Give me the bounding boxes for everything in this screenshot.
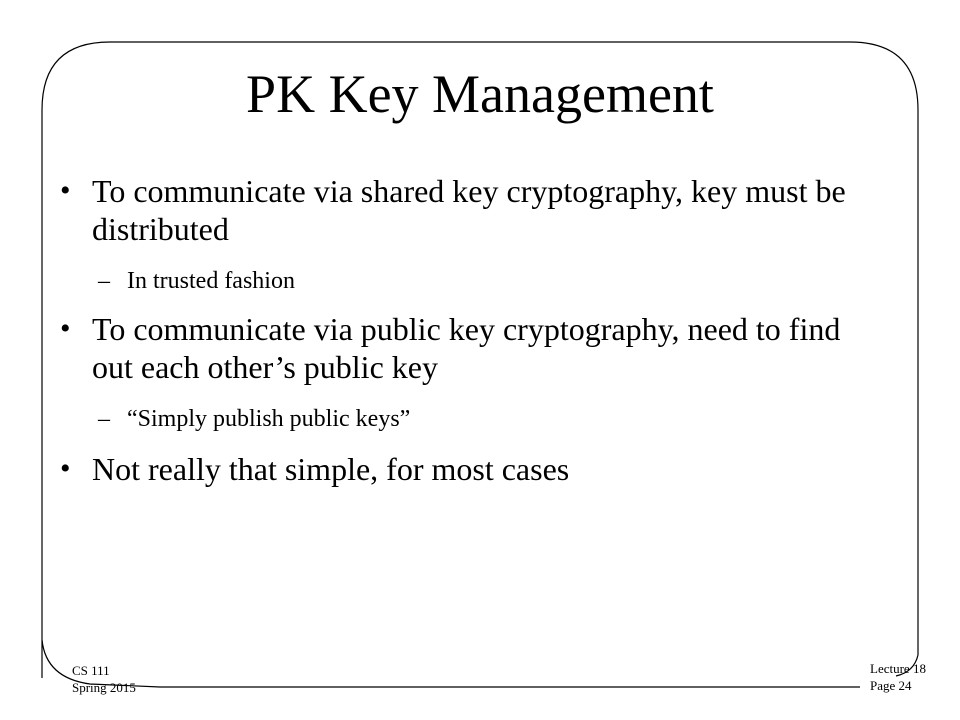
page-number: Page 24 bbox=[870, 678, 912, 693]
bullet-icon: • bbox=[60, 312, 71, 345]
sub-bullet-item bbox=[60, 266, 880, 296]
footer-lecture-info bbox=[870, 660, 926, 694]
dash-icon: – bbox=[98, 406, 110, 432]
course-label: CS 111 bbox=[72, 663, 110, 678]
bullet-icon: • bbox=[60, 452, 71, 485]
slide-title: PK Key Management bbox=[246, 64, 714, 124]
lecture-label: Lecture 18 bbox=[870, 661, 926, 676]
sub-bullet-item bbox=[60, 404, 880, 434]
footer-course-info bbox=[72, 662, 136, 696]
bullet-item bbox=[60, 450, 880, 488]
footer-rule bbox=[42, 640, 860, 687]
dash-icon: – bbox=[98, 268, 110, 294]
sub-bullet-text: In trusted fashion bbox=[127, 268, 295, 294]
sub-bullet-text: “Simply publish public keys” bbox=[127, 406, 411, 432]
bullet-text: Not really that simple, for most cases bbox=[92, 451, 570, 487]
bullet-text: To communicate via shared key cryptography, key must be distributed bbox=[92, 173, 846, 247]
slide-content bbox=[60, 172, 880, 488]
term-label: Spring 2015 bbox=[72, 680, 136, 695]
bullet-item bbox=[60, 172, 880, 248]
bullet-item bbox=[60, 310, 880, 386]
bullet-icon: • bbox=[60, 174, 71, 207]
bullet-text: To communicate via public key cryptography, need to find out each other’s public key bbox=[92, 311, 841, 385]
